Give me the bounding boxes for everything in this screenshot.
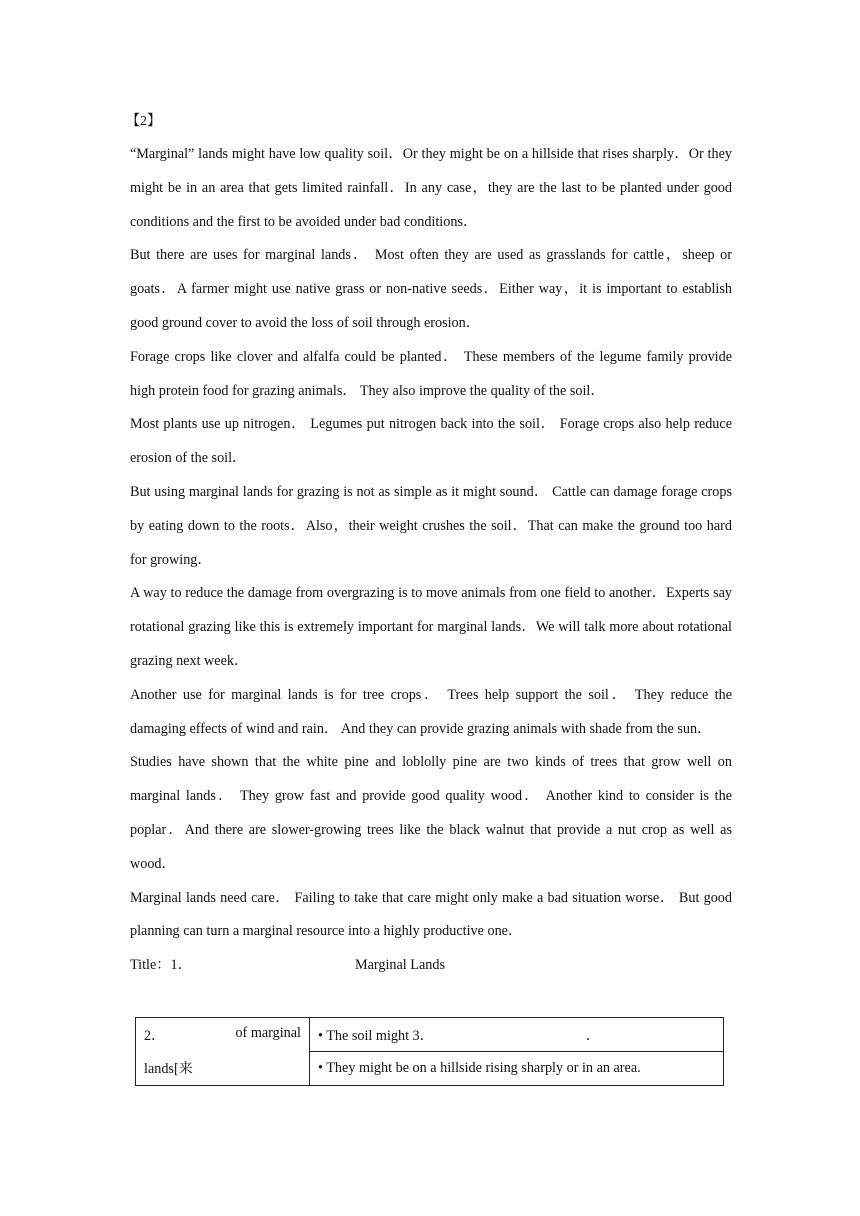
paragraph-3: Forage crops like clover and alfalfa could be planted． These members of the legume family provide high protein food for grazing animals． They also improve the quality of the soil． — [130, 348, 732, 399]
title-lead: Title：1． — [130, 957, 192, 974]
paragraph-7: Another use for marginal lands is for tree crops． Trees help support the soil． They reduce the damaging effects of wind and rain． And they can provide grazing animals with shade from the sun． — [130, 686, 732, 737]
paragraph-6: A way to reduce the damage from overgrazing is to move animals from one field to another．Experts say rotational grazing like this is extremely important for marginal lands．We will talk more about rotational grazing next week． — [130, 585, 732, 669]
left-number: 2． — [144, 1027, 166, 1044]
row2-text: • They might be on a hillside rising sharply or in an area. — [318, 1060, 641, 1076]
document-page — [126, 106, 732, 1078]
outline-right-cell-1 — [310, 1018, 724, 1052]
outline-left-cell — [136, 1018, 310, 1052]
paragraph-1: “Marginal” lands might have low quality soil．Or they might be on a hillside that rises sharply．Or they might be in an area that gets limited rainfall．In any case，they are the last to be planted under good conditions and the first to be avoided under bad conditions． — [130, 146, 732, 230]
paragraph-8: Studies have shown that the white pine and loblolly pine are two kinds of trees that grow well on marginal lands． They grow fast and provide good quality wood． Another kind to consider is the poplar．And there are slower-growing trees like the black walnut that provide a nut crop as well as wood． — [130, 754, 732, 872]
left-text: of marginal — [235, 1024, 301, 1041]
paragraph-4: Most plants use up nitrogen． Legumes put nitrogen back into the soil． Forage crops also help reduce erosion of the soil． — [130, 416, 732, 467]
outline-table — [135, 1017, 724, 1086]
title-line — [130, 949, 732, 982]
row1-suffix: ． — [585, 1027, 601, 1044]
row1-prefix: • The soil might 3． — [318, 1027, 434, 1044]
section-label: 【2】 — [126, 114, 161, 129]
outline-left-cell-continued — [136, 1052, 310, 1086]
table-row — [136, 1018, 724, 1052]
paragraph-9: Marginal lands need care． Failing to take that care might only make a bad situation worse． But good planning can turn a marginal resource into a highly productive one． — [130, 889, 732, 940]
table-row — [136, 1052, 724, 1086]
title-value: Marginal Lands — [355, 957, 445, 974]
paragraph-2: But there are uses for marginal lands． Most often they are used as grasslands for cattle，sheep or goats．A farmer might use native grass or non-native seeds．Either way，it is important to establish good ground cover to avoid the loss of soil through erosion． — [130, 247, 732, 331]
left-continuation: lands[来 — [144, 1061, 193, 1078]
outline-right-cell-2 — [310, 1052, 724, 1086]
paragraph-5: But using marginal lands for grazing is not as simple as it might sound． Cattle can damage forage crops by eating down to the roots．Also，their weight crushes the soil．That can make the ground too hard for growing． — [130, 483, 732, 568]
